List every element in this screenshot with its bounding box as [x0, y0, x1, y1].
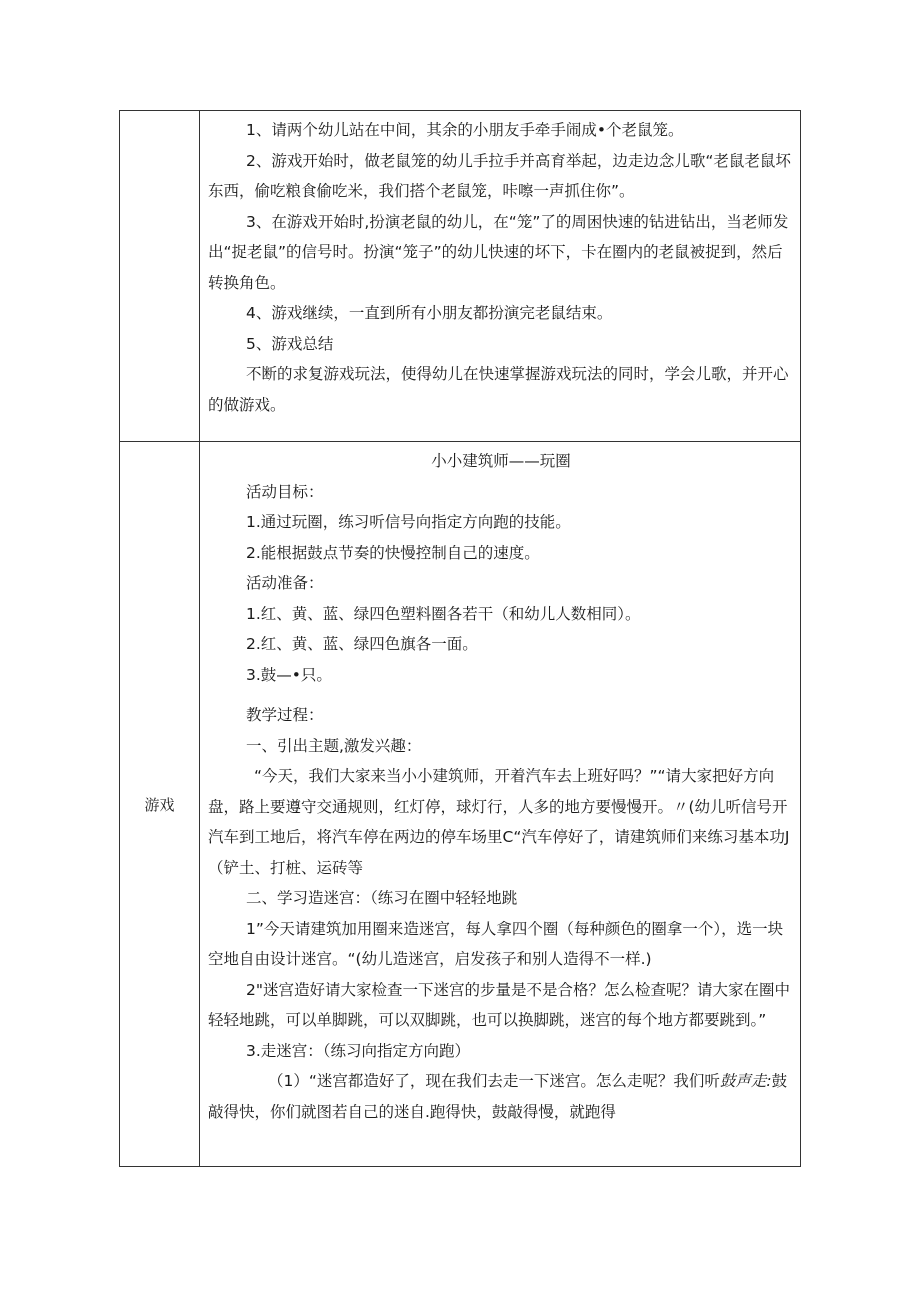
table-row — [120, 442, 801, 1167]
prep-item: 3.鼓—•只。 — [246, 665, 332, 684]
goal-item: 1.通过玩圈，练习听信号向指定方向跑的技能。 — [246, 513, 571, 531]
emphasis-text: 鼓声走: — [719, 1072, 772, 1090]
lesson-table — [119, 110, 801, 1167]
goal-heading: 活动目标： — [246, 482, 324, 501]
table-row — [120, 111, 801, 442]
step-paragraph: 1、请两个幼儿站在中间，其余的小朋友手牵手闹成•个老鼠笼。 — [246, 121, 684, 139]
step-paragraph: 3、在游戏开始时,扮演老鼠的幼儿，在“笼”了的周困快速的钻进钻出，当老师发出“捉老鼠”的信号时。扮演“笼子”的幼儿快速的坏下，卡在圈内的老鼠被捉到，然后转换角色。 — [208, 212, 789, 292]
step-text: 鼓敲得快，你们就图若自己的迷自.跑得快，鼓敲得慢，就跑得 — [208, 1072, 788, 1121]
activity-title: 小小建筑师——玩圈 — [431, 452, 571, 470]
row-label-cell: 游戏 — [120, 442, 200, 1167]
row-label-cell — [120, 111, 200, 442]
process-heading: 教学过程： — [246, 706, 324, 724]
step-heading: 一、引出主题,激发兴趣： — [246, 736, 422, 755]
prep-heading: 活动准备： — [246, 574, 324, 592]
goal-item: 2.能根据鼓点节奏的快慢控制自己的速度。 — [246, 543, 540, 562]
step-paragraph: 2、游戏开始时，做老鼠笼的幼儿手拉手并高育举起，边走边念儿歌“老鼠老鼠坏东西，偷吃粮食偷吃米，我们搭个老鼠笼，咔嚓一声抓住你”。 — [208, 151, 791, 200]
step-text: （1）“迷宫都造好了，现在我们去走一下迷宫。怎么走呢？我们听 — [268, 1072, 720, 1090]
step-paragraph: “今天，我们大家来当小小建筑师，开着汽车去上班好吗？”“请大家把好方向盘，路上要遵守交通规则，红灯停，球灯行，人多的地方要慢慢开。〃(幼儿听信号开汽车到工地后，将汽车停在两边的停车场里C“汽车停好了，请建筑师们来练习基本功J（铲土、打桩、运砖等 — [208, 767, 790, 877]
step-paragraph: 2"迷宫造好请大家检查一下迷宫的步量是不是合格？怎么检查呢？请大家在圈中轻轻地跳，可以单脚跳，可以双脚跳，也可以换脚跳，迷宫的每个地方都要跳到。” — [208, 980, 790, 1029]
row-content-cell — [200, 111, 801, 442]
prep-item: 1.红、黄、蓝、绿四色塑料圈各若干（和幼儿人数相同）。 — [246, 604, 641, 623]
step-paragraph: 5、游戏总结 — [246, 334, 334, 353]
step-paragraph: 4、游戏继续，一直到所有小朋友都扮演完老鼠结束。 — [246, 304, 613, 322]
step-heading: 二、学习造迷宫：（练习在圈中轻轻地跳 — [246, 889, 518, 907]
prep-item: 2.红、黄、蓝、绿四色旗各一面。 — [246, 635, 478, 653]
step-paragraph: 1”今天请建筑加用圈来造迷宫，每人拿四个圈（每种颜色的圈拿一个），选一块空地自由设计迷宫。“(幼儿造迷宫，启发孩子和别人造得不一样.) — [208, 919, 784, 968]
step-heading: 3.走迷宫：（练习向指定方向跑） — [246, 1041, 471, 1060]
row-content-cell — [200, 442, 801, 1167]
step-paragraph — [208, 1066, 794, 1127]
summary-paragraph: 不断的求复游戏玩法，使得幼儿在快速掌握游戏玩法的同时，学会儿歌，并开心的做游戏。 — [208, 365, 789, 414]
